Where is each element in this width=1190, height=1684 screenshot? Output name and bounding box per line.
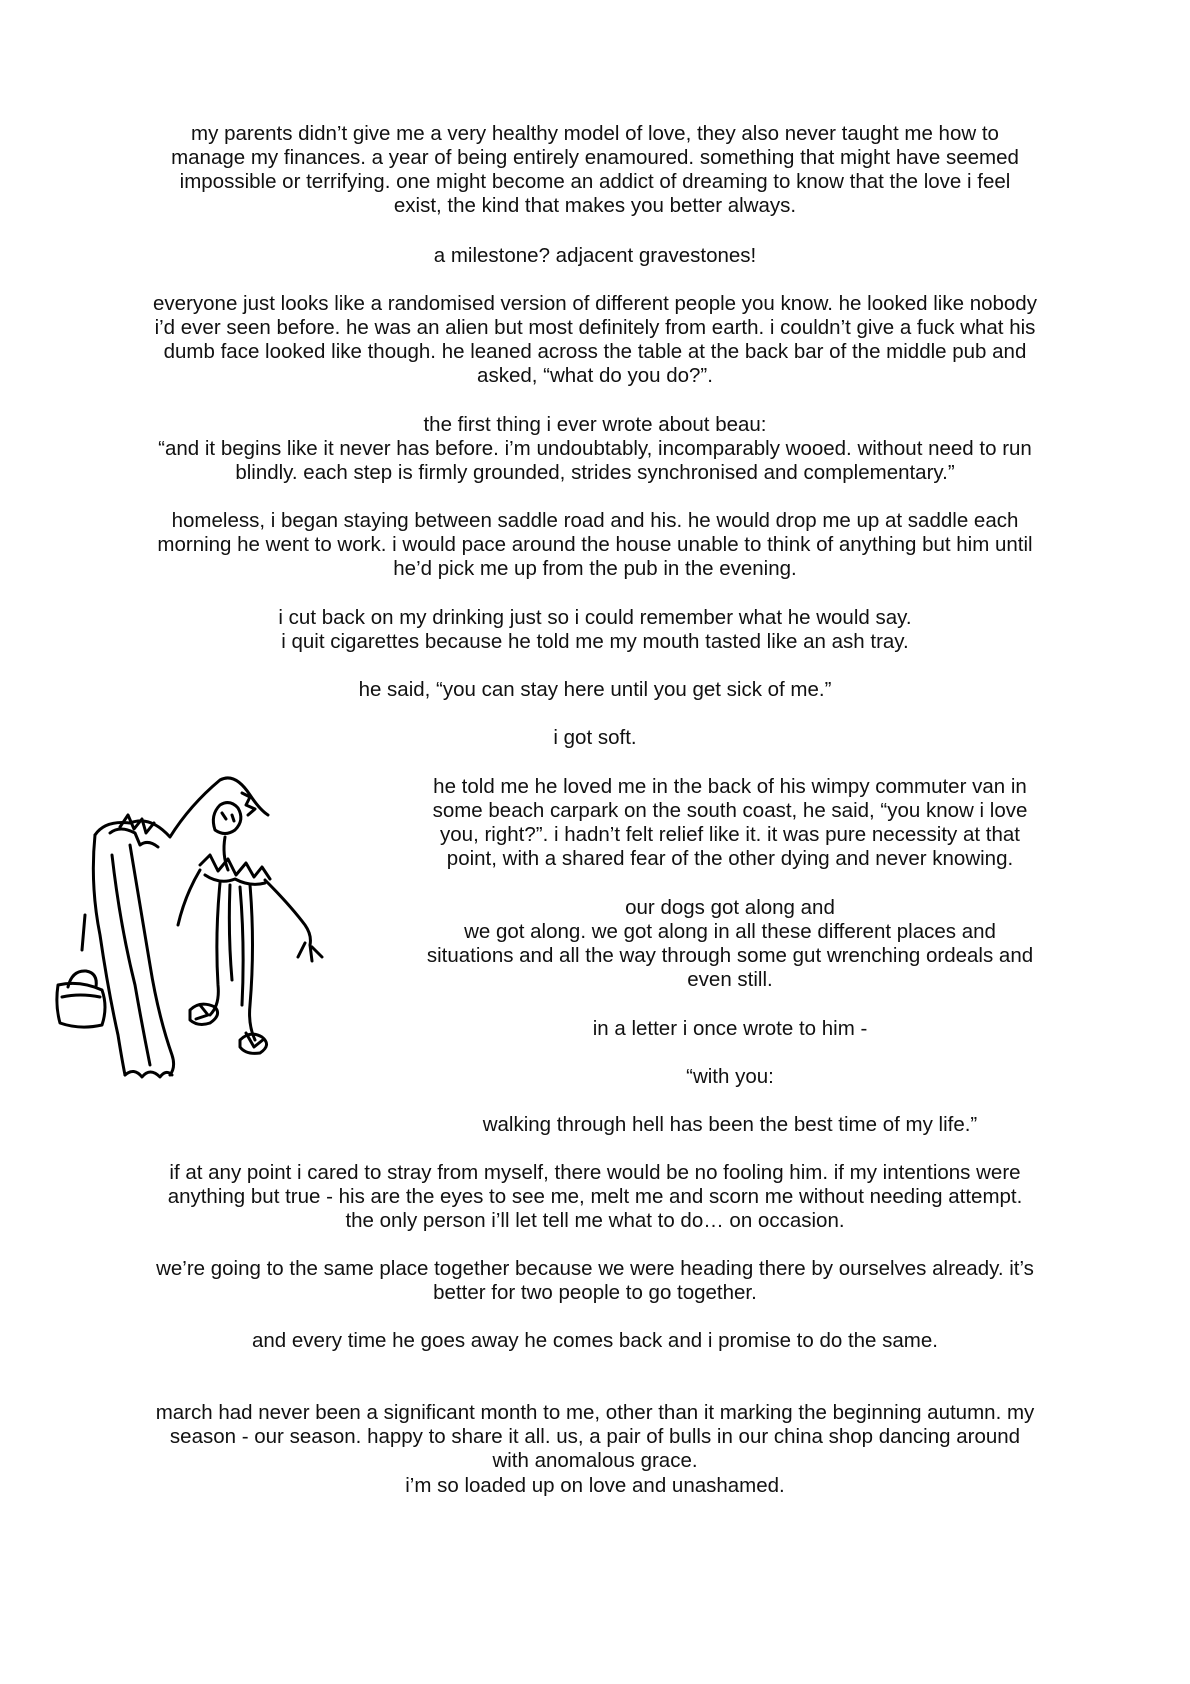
text-line: march had never been a significant month to me, other than it marking the beginning autumn. my (155, 1401, 1035, 1424)
text-line: he said, “you can stay here until you get sick of me.” (358, 678, 832, 701)
text-line: i’m so loaded up on love and unashamed. (405, 1474, 785, 1497)
text-line: impossible or terrifying. one might become an addict of dreaming to know that the love i feel (179, 170, 1011, 193)
text-line: morning he went to work. i would pace around the house unable to think of anything but him until (157, 533, 1033, 556)
paragraph-milestone (110, 244, 1080, 268)
text-line: some beach carpark on the south coast, he said, “you know i love (432, 799, 1028, 822)
text-line: and every time he goes away he comes back and i promise to do the same. (252, 1329, 938, 1352)
text-line: homeless, i began staying between saddle road and his. he would drop me up at saddle each (171, 509, 1019, 532)
paragraph-same-place (110, 1257, 1080, 1305)
text-line: dumb face looked like though. he leaned across the table at the back bar of the middle pub and (163, 340, 1027, 363)
text-line: i’d ever seen before. he was an alien but most definitely from earth. i couldn’t give a fuck what his (154, 316, 1036, 339)
paragraph-walking-hell (400, 1113, 1060, 1137)
text-line: a milestone? adjacent gravestones! (433, 244, 757, 267)
text-line: i quit cigarettes because he told me my mouth tasted like an ash tray. (281, 630, 909, 653)
text-line: with anomalous grace. (492, 1449, 698, 1472)
paragraph-loved-me (400, 775, 1060, 871)
text-line: manage my finances. a year of being entirely enamoured. something that might have seemed (171, 146, 1019, 169)
text-line: he’d pick me up from the pub in the evening. (393, 557, 797, 580)
text-line: the first thing i ever wrote about beau: (423, 413, 767, 436)
text-line: “and it begins like it never has before. i’m undoubtably, incomparably wooed. without need to run (158, 437, 1032, 460)
text-line: my parents didn’t give me a very healthy model of love, they also never taught me how to (191, 122, 999, 145)
text-line: asked, “what do you do?”. (477, 364, 713, 387)
text-line: you, right?”. i hadn’t felt relief like it. it was pure necessity at that (440, 823, 1020, 846)
text-line: “with you: (686, 1065, 774, 1088)
text-line: if at any point i cared to stray from myself, there would be no fooling him. if my intentions were (169, 1161, 1021, 1184)
text-line: we got along. we got along in all these different places and (464, 920, 996, 943)
paragraph-letter (400, 1017, 1060, 1041)
paragraph-got-soft (110, 726, 1080, 750)
paragraph-with-you (400, 1065, 1060, 1089)
text-line: season - our season. happy to share it all. us, a pair of bulls in our china shop dancing around (169, 1425, 1021, 1448)
text-line: blindly. each step is firmly grounded, strides synchronised and complementary.” (235, 461, 955, 484)
text-line: walking through hell has been the best time of my life.” (482, 1113, 978, 1136)
paragraph-everyone (110, 292, 1080, 388)
text-line: i cut back on my drinking just so i could remember what he would say. (278, 606, 912, 629)
paragraph-every-time (110, 1329, 1080, 1353)
text-line: point, with a shared fear of the other dying and never knowing. (446, 847, 1014, 870)
text-line: i got soft. (553, 726, 637, 749)
text-line: our dogs got along and (625, 896, 835, 919)
paragraph-parents (110, 122, 1080, 218)
paragraph-march (110, 1401, 1080, 1473)
paragraph-homeless (110, 509, 1080, 581)
paragraph-drinking (110, 606, 1080, 654)
paragraph-dogs (400, 896, 1060, 992)
text-line: better for two people to go together. (433, 1281, 757, 1304)
paragraph-stray (110, 1161, 1080, 1233)
text-line: in a letter i once wrote to him - (592, 1017, 868, 1040)
text-line: we’re going to the same place together because we were heading there by ourselves already. it’s (156, 1257, 1034, 1280)
text-line: he told me he loved me in the back of his wimpy commuter van in (433, 775, 1027, 798)
paragraph-stay-here (110, 678, 1080, 702)
text-line: everyone just looks like a randomised version of different people you know. he looked like nobody (153, 292, 1037, 315)
text-line: situations and all the way through some gut wrenching ordeals and (426, 944, 1034, 967)
text-line: the only person i’ll let tell me what to do… on occasion. (345, 1209, 845, 1232)
text-line: even still. (687, 968, 773, 991)
ink-drawing-two-figures-icon (50, 775, 360, 1095)
paragraph-loaded-up (110, 1474, 1080, 1498)
text-line: anything but true - his are the eyes to see me, melt me and scorn me without needing attempt. (167, 1185, 1023, 1208)
paragraph-first-thing (110, 413, 1080, 485)
text-line: exist, the kind that makes you better always. (393, 194, 797, 217)
